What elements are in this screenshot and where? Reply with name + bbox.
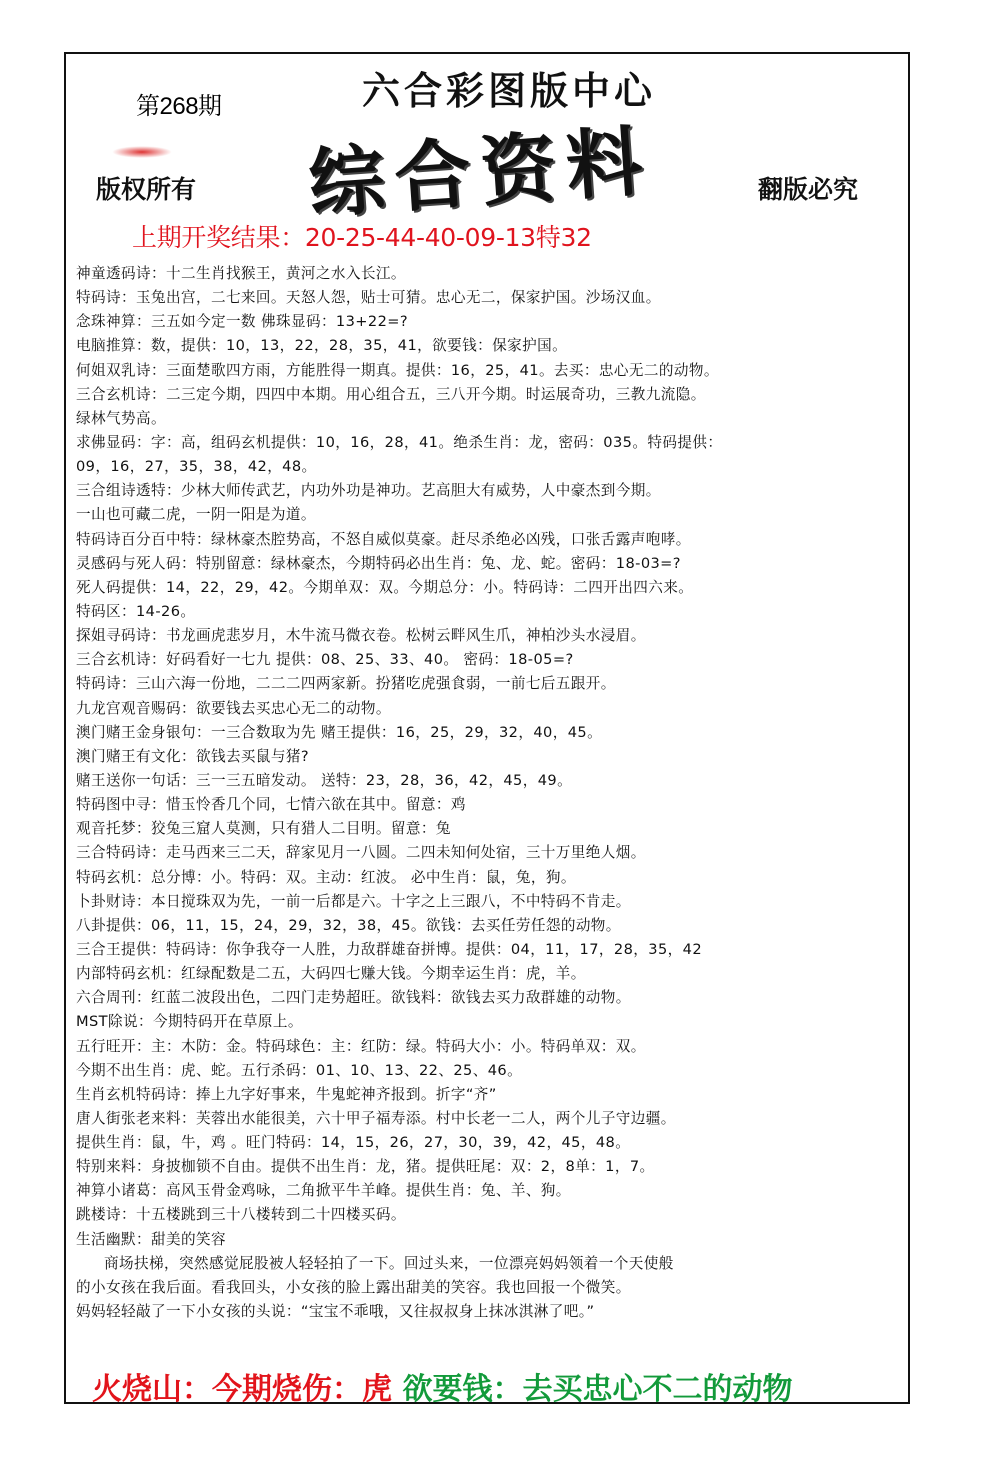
text-line: 绿林气势高。 [76, 409, 166, 427]
story-line: 的小女孩在我后面。看我回头，小女孩的脸上露出甜美的笑容。我也回报一个微笑。 [76, 1278, 631, 1296]
text-line: 生肖玄机特码诗：捧上九字好事来，牛鬼蛇神齐报到。折字“齐” [76, 1085, 497, 1103]
text-line: 六合周刊：红蓝二波段出色，二四门走势超旺。欲钱料：欲钱去买力敌群雄的动物。 [76, 989, 631, 1007]
text-line: 生活幽默：甜美的笑容 [76, 1230, 226, 1248]
text-line: 特码图中寻：惜玉怜香几个同，七情六欲在其中。留意：鸡 [76, 796, 466, 814]
text-line: 观音托梦：狡兔三窟人莫测，只有猎人二目明。留意：兔 [76, 820, 451, 838]
center-title: 六合彩图版中心 [362, 68, 657, 113]
last-result: 上期开奖结果：20-25-44-40-09-13特32 [132, 223, 592, 252]
text-line: 求佛显码：字：高，组码玄机提供：10，16，28，41。绝杀生肖：龙，密码：035。特码提供： [76, 433, 723, 451]
story-line: 商场扶梯，突然感觉屁股被人轻轻拍了一下。回过头来，一位漂亮妈妈领着一个天使般 [104, 1254, 674, 1272]
red-stain-decoration [112, 146, 172, 158]
text-line: 内部特码玄机：红绿配数是二五，大码四七赚大钱。今期幸运生肖：虎，羊。 [76, 965, 586, 983]
text-line: 特码诗：玉兔出宫，二七来回。天怒人怨，贴士可猜。忠心无二，保家护国。沙场汉血。 [76, 289, 661, 307]
text-line: 一山也可藏二虎，一阴一阳是为道。 [76, 506, 316, 524]
text-line: 八卦提供：06，11，15，24，29，32，38，45。欲钱：去买任劳任怨的动物。 [76, 916, 621, 934]
text-line: 三合玄机诗：二三定今期，四四中本期。用心组合五，三八开今期。时运展奇功，三教九流隐。 [76, 385, 706, 403]
footer-red-text: 火烧山：今期烧伤：虎 [92, 1372, 392, 1407]
no-copy-tag: 翻版必究 [758, 175, 859, 204]
text-line: 九龙宫观音赐码：欲要钱去买忠心无二的动物。 [76, 699, 391, 717]
big-title: 综合资料 [305, 116, 656, 229]
text-line: 三合特码诗：走马西来三二天，辞家见月一八圆。二四未知何处宿，三十万里绝人烟。 [76, 844, 646, 862]
text-line: MST除说：今期特码开在草原上。 [76, 1013, 303, 1031]
text-line: 特别来料：身披枷锁不自由。提供不出生肖：龙，猪。提供旺尾：双：2，8单：1，7。 [76, 1158, 655, 1176]
story-line: 妈妈轻轻敲了一下小女孩的头说：“宝宝不乖哦，又往叔叔身上抹冰淇淋了吧。” [76, 1303, 595, 1321]
issue-number: 第268期 [136, 93, 222, 120]
footer-green-text: 欲要钱：去买忠心不二的动物 [402, 1372, 793, 1407]
text-line: 念珠神算：三五如今定一数 佛珠显码：13+22=? [76, 313, 409, 331]
text-line: 特码区：14-26。 [76, 602, 196, 620]
text-line: 三合玄机诗：好码看好一七九 提供：08、25、33、40。 密码：18-05=? [76, 651, 574, 669]
text-line: 特码诗百分百中特：绿林豪杰腔势高，不怒自威似莫豪。赶尽杀绝必凶残，口张舌露声咆哮。 [76, 530, 691, 548]
text-line: 特码诗：三山六海一份地，二二二四两家新。扮猪吃虎强食弱，一前七后五跟开。 [76, 675, 616, 693]
copyright-tag: 版权所有 [96, 175, 197, 204]
text-line: 09，16，27，35，38，42，48。 [76, 458, 317, 476]
content-list [76, 262, 906, 1324]
text-line: 跳楼诗：十五楼跳到三十八楼转到二十四楼买码。 [76, 1206, 406, 1224]
text-line: 赌王送你一句话：三一三五暗发动。 送特：23，28，36，42，45，49。 [76, 771, 573, 789]
text-line: 何姐双乳诗：三面楚歌四方雨，方能胜得一期真。提供：16，25，41。去买：忠心无二的动物。 [76, 361, 719, 379]
footer-banner [92, 1364, 792, 1408]
text-line: 唐人街张老来料：芙蓉出水能很美，六十甲子福寿添。村中长老一二人，两个儿子守边疆。 [76, 1109, 676, 1127]
text-line: 神童透码诗：十二生肖找猴王，黄河之水入长江。 [76, 265, 406, 282]
text-line: 三合王提供：特码诗：你争我夺一人胜，力敌群雄奋拼博。提供：04，11，17，28，35，42 [76, 940, 703, 958]
text-line: 三合组诗透特：少林大师传武艺，内功外功是神功。艺高胆大有威势，人中豪杰到今期。 [76, 482, 661, 500]
text-line: 卜卦财诗：本日搅珠双为先，一前一后都是六。十字之上三跟八，不中特码不肯走。 [76, 892, 631, 910]
text-line: 探姐寻码诗：书龙画虎悲岁月，木牛流马微衣卷。松树云畔风生爪，神柏沙头水浸眉。 [76, 627, 646, 645]
text-line: 电脑推算：数，提供：10，13，22，28，35，41，欲要钱：保家护国。 [76, 337, 568, 355]
text-line: 死人码提供：14，22，29，42。今期单双：双。今期总分：小。特码诗：二四开出四六来。 [76, 578, 694, 596]
text-line: 澳门赌王有文化：欲钱去买鼠与猪? [76, 747, 310, 765]
text-line: 今期不出生肖：虎、蛇。五行杀码：01、10、13、22、25、46。 [76, 1061, 523, 1079]
text-line: 灵感码与死人码：特别留意：绿林豪杰，今期特码必出生肖：兔、龙、蛇。密码：18-03=? [76, 554, 681, 572]
text-line: 特码玄机：总分博：小。特码：双。主动：红波。 必中生肖：鼠，兔，狗。 [76, 868, 576, 886]
text-line: 澳门赌王金身银句：一三合数取为先 赌王提供：16，25，29，32，40，45。 [76, 723, 603, 741]
text-line: 提供生肖：鼠，牛，鸡 。旺门特码：14，15，26，27，30，39，42，45，48。 [76, 1134, 631, 1152]
text-line: 神算小诸葛：高风玉骨金鸡咏，二角掀平牛羊峰。提供生肖：兔、羊、狗。 [76, 1182, 571, 1200]
text-line: 五行旺开：主：木防：金。特码球色：主：红防：绿。特码大小：小。特码单双：双。 [76, 1037, 646, 1055]
